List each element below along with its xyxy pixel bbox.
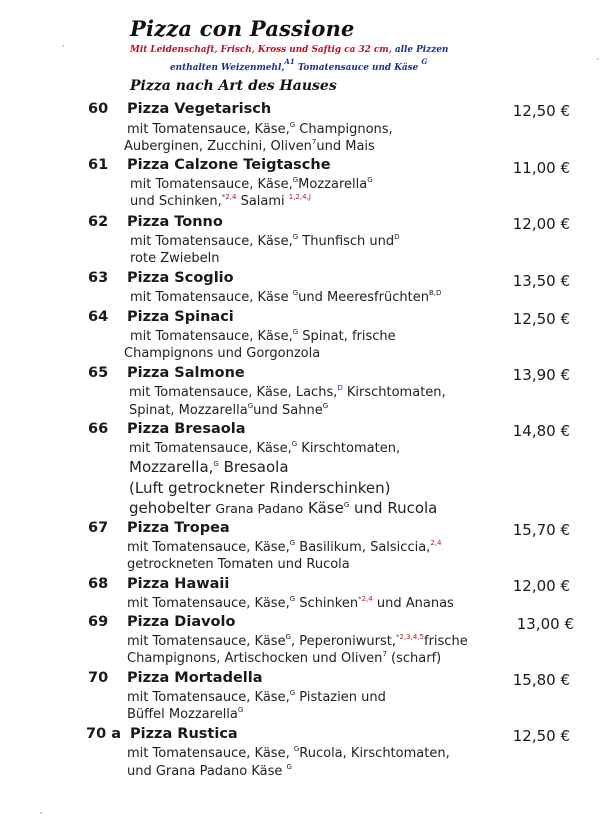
item-description: mit Tomatensauce, Käse$^G$, Peperoniwurst,$^{*2,3,4,5}$frische (127, 633, 468, 649)
item-name: Pizza Hawaii (127, 576, 230, 592)
item-price: 12,50 € (512, 102, 570, 120)
item-name: Pizza Rustica (130, 726, 238, 742)
item-description: rote Zwiebeln (130, 251, 220, 266)
item-price: 12,50 € (512, 727, 570, 745)
menu-subtitle-line-2: enthalten Weizenmehl,$^{A1}$ Tomatensauce und Käse $^G$ (170, 57, 428, 73)
item-number: 66 (88, 421, 109, 437)
item-number: 63 (88, 270, 109, 286)
item-description: Mozzarella,$^G$ Bresaola (129, 458, 289, 476)
item-description: getrockneten Tomaten und Rucola (127, 557, 350, 572)
item-number: 64 (88, 309, 109, 325)
item-description: mit Tomatensauce, Käse, Lachs,$^D$ Kirschtomaten, (129, 384, 446, 400)
item-number: 62 (88, 214, 109, 230)
item-description: mit Tomatensauce, Käse,$^G$ Schinken$^{*2,4}$ und Ananas (127, 595, 454, 611)
item-number: 70 (88, 670, 109, 686)
menu-title: Pizza con Passione (130, 16, 355, 41)
item-number: 61 (88, 157, 109, 173)
item-description: mit Tomatensauce, Käse,$^G$Mozzarella$^G$ (130, 176, 373, 192)
item-number: 69 (88, 614, 109, 630)
item-name: Pizza Bresaola (127, 421, 246, 437)
speck (597, 58, 599, 60)
item-description: mit Tomatensauce, Käse,$^G$ Spinat, frische (130, 328, 396, 344)
item-name: Pizza Diavolo (127, 614, 236, 630)
item-name: Pizza Calzone Teigtasche (127, 157, 331, 173)
item-name: Pizza Mortadella (127, 670, 263, 686)
item-price: 11,00 € (512, 159, 570, 177)
speck (40, 812, 42, 814)
item-description: mit Tomatensauce, Käse, $^G$Rucola, Kirschtomaten, (127, 745, 450, 761)
item-price: 15,80 € (512, 671, 570, 689)
item-description: und Grana Padano Käse $^G$ (127, 763, 292, 779)
item-price: 13,00 € (516, 615, 574, 633)
item-description: (Luft getrockneter Rinderschinken) (129, 479, 391, 497)
item-number: 60 (88, 101, 109, 117)
item-description: Champignons und Gorgonzola (124, 346, 321, 361)
item-name: Pizza Salmone (127, 365, 245, 381)
item-name: Pizza Spinaci (127, 309, 234, 325)
item-price: 13,50 € (512, 272, 570, 290)
item-name: Pizza Tropea (127, 520, 230, 536)
item-description: und Schinken,$^{*2,4}$ Salami $^{1,2,4,J}$ (130, 193, 311, 209)
item-description: Auberginen, Zucchini, Oliven$^7$und Mais (124, 138, 375, 154)
item-description: mit Tomatensauce, Käse,$^G$ Pistazien und (127, 689, 386, 705)
item-description: gehobelter Grana Padano Käse$^G$ und Rucola (129, 499, 438, 517)
item-price: 12,00 € (512, 577, 570, 595)
item-name: Pizza Scoglio (127, 270, 234, 286)
item-description: mit Tomatensauce, Käse $^G$und Meeresfrüchten$^{B,D}$ (130, 289, 442, 305)
item-name: Pizza Tonno (127, 214, 223, 230)
item-description: mit Tomatensauce, Käse,$^G$ Basilikum, Salsiccia,$^{2,4}$ (127, 539, 442, 555)
menu-subtitle-line-1: Mit Leidenschaft, Frisch, Kross und Saftig ca 32 cm, alle Pizzen (130, 45, 449, 55)
item-price: 13,90 € (512, 366, 570, 384)
item-price: 14,80 € (512, 422, 570, 440)
speck (62, 45, 64, 47)
item-number: 70 a (86, 726, 122, 742)
item-description: Spinat, Mozzarella$^G$und Sahne$^G$ (129, 402, 329, 418)
item-description: mit Tomatensauce, Käse,$^G$ Thunfisch und$^D$ (130, 233, 400, 249)
item-description: Büffel Mozzarella$^G$ (127, 706, 244, 722)
item-number: 67 (88, 520, 109, 536)
item-description: Champignons, Artischocken und Oliven$^7$ (scharf) (127, 650, 442, 666)
item-number: 68 (88, 576, 109, 592)
item-description: mit Tomatensauce, Käse,$^G$ Champignons, (127, 121, 393, 137)
item-price: 12,00 € (512, 215, 570, 233)
item-price: 12,50 € (512, 310, 570, 328)
item-description: mit Tomatensauce, Käse,$^G$ Kirschtomaten, (129, 440, 401, 456)
item-number: 65 (88, 365, 109, 381)
item-name: Pizza Vegetarisch (127, 101, 272, 117)
item-price: 15,70 € (512, 521, 570, 539)
section-title: Pizza nach Art des Hauses (130, 78, 337, 94)
